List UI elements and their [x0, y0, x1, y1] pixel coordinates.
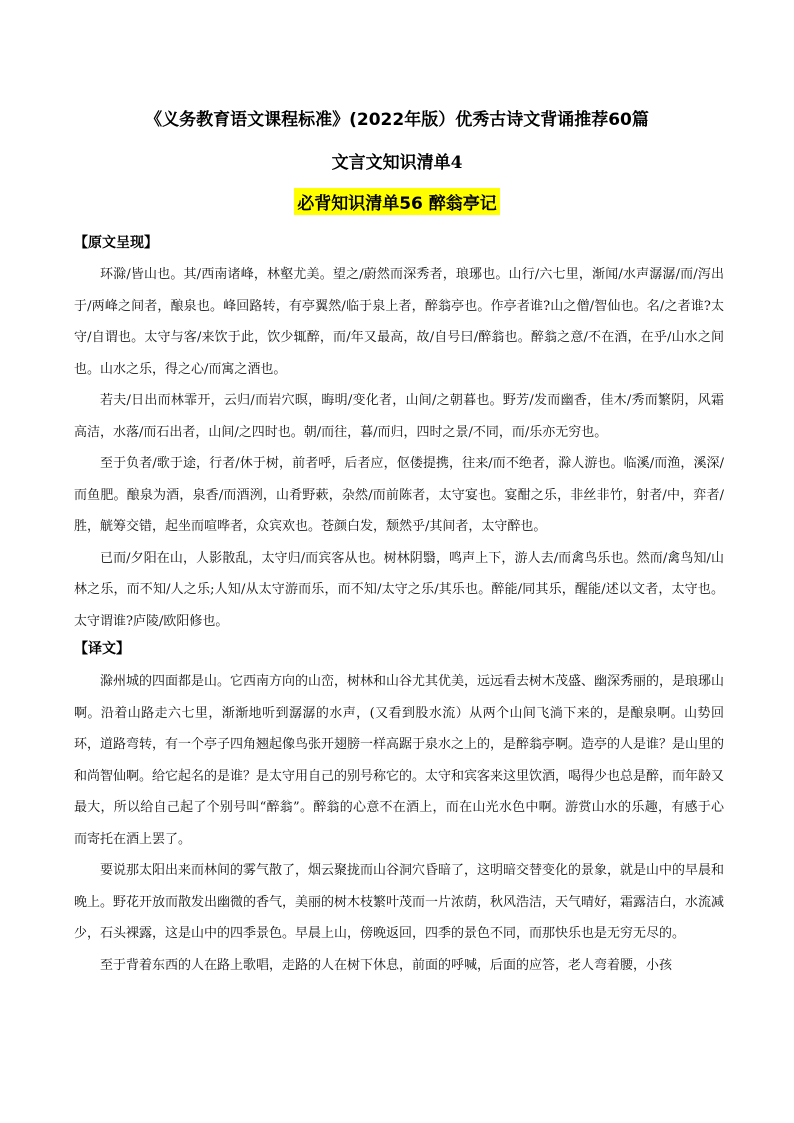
original-paragraph-4: 已而/夕阳在山，人影散乱，太守归/而宾客从也。树林阴翳，鸣声上下，游人去/而禽鸟乐也。然而/禽鸟知/山林之乐，而不知/人之乐;人知/从太守游而乐，而不知/太守之乐/其乐也。醉能/同其乐，醒能/述以文者，太守也。太守谓谁?庐陵/欧阳修也。	[74, 550, 724, 629]
original-paragraph-1: 环滁/皆山也。其/西南诸峰，林壑尤美。望之/蔚然而深秀者，琅琊也。山行/六七里，渐闻/水声潺潺/而/泻出于/两峰之间者，酿泉也。峰回路转，有亭翼然/临于泉上者，醉翁亭也。作亭者谁?山之僧/智仙也。名/之者谁?太守/自谓也。太守与客/来饮于此，饮少辄醉，而/年又最高，故/自号曰/醉翁也。醉翁之意/不在酒，在乎/山水之间也。山水之乐，得之心/而寓之酒也。	[74, 267, 724, 377]
translation-paragraph-1: 滁州城的四面都是山。它西南方向的山峦，树林和山谷尤其优美，远远看去树木茂盛、幽深秀丽的，是琅琊山啊。沿着山路走六七里，渐渐地听到潺潺的水声，(又看到股水流）从两个山间飞淌下来的，是酿泉啊。山势回环，道路弯转，有一个亭子四角翘起像鸟张开翅膀一样高踞于泉水之上的，是醉翁亭啊。造亭的人是谁？是山里的和尚智仙啊。给它起名的是谁？是太守用自己的别号称它的。太守和宾客来这里饮酒，喝得少也总是醉，而年龄又最大，所以给自己起了个别号叫“醉翁”。醉翁的心意不在酒上，而在山光水色中啊。游赏山水的乐趣，有感于心而寄托在酒上罢了。	[74, 674, 725, 847]
original-paragraph-3: 至于负者/歌于途，行者/休于树，前者呼，后者应，伛偻提携，往来/而不绝者，滁人游也。临溪/而渔，溪深/而鱼肥。酿泉为酒，泉香/而酒洌，山肴野蔌，杂然/而前陈者，太守宴也。宴酣之乐，非丝非竹，射者/中，弈者/胜，觥筹交错，起坐而喧哗者，众宾欢也。苍颜白发，颓然乎/其间者，太守醉也。	[74, 456, 724, 534]
banner-container	[0, 188, 794, 215]
document-subtitle: 文言文知识清单4	[331, 153, 463, 173]
highlight-banner: 必背知识清单56 醉翁亭记	[294, 188, 500, 215]
translation-text	[74, 666, 724, 981]
translation-paragraph-3: 至于背着东西的人在路上歌唱，走路的人在树下休息，前面的呼喊，后面的应答，老人弯着腰，小孩	[100, 957, 673, 973]
original-text	[74, 259, 724, 637]
document-title: 《义务教育语文课程标准》(2022年版）优秀古诗文背诵推荐60篇	[145, 110, 649, 130]
original-heading: 【原文呈现】	[74, 235, 158, 251]
translation-paragraph-2: 要说那太阳出来而林间的雾气散了，烟云聚拢而山谷洞穴昏暗了，这明暗交替变化的景象，就是山中的早晨和晚上。野花开放而散发出幽微的香气，美丽的树木枝繁叶茂而一片浓荫，秋风浩洁，天气晴好，霜露洁白，水流减少，石头裸露，这是山中的四季景色。早晨上山，傍晚返回，四季的景色不同，而那快乐也是无穷无尽的。	[74, 863, 725, 941]
translation-heading: 【译文】	[74, 641, 130, 657]
original-paragraph-2: 若夫/日出而林霏开，云归/而岩穴暝，晦明/变化者，山间/之朝暮也。野芳/发而幽香，佳木/秀而繁阴，风霜高洁，水落/而石出者，山间/之四时也。朝/而往，暮/而归，四时之景/不同，而/乐亦无穷也。	[74, 393, 724, 440]
